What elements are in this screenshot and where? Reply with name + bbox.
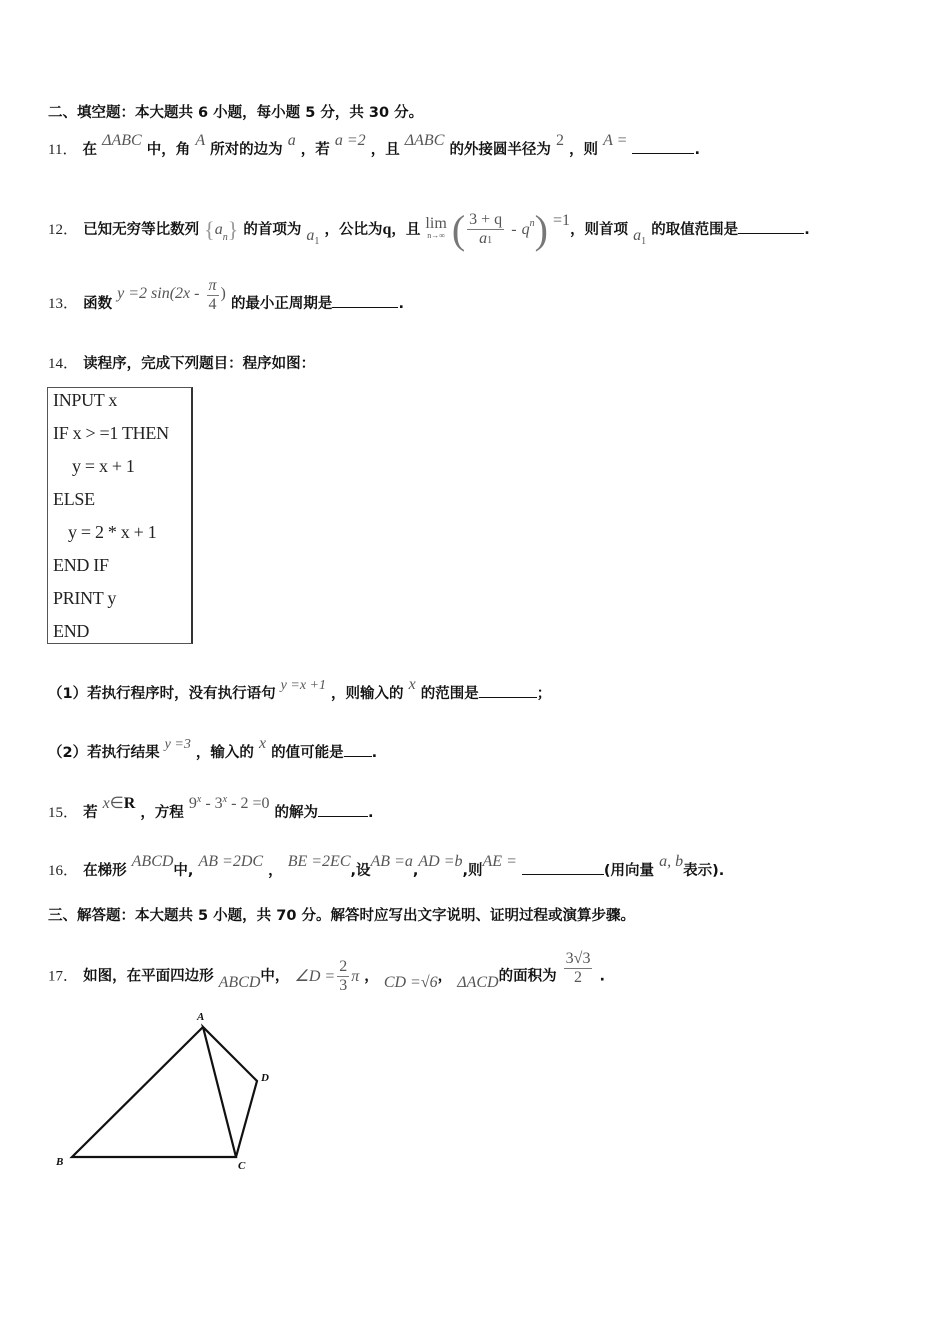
math-subscript: 1 (641, 236, 647, 247)
frac-denominator: a (479, 229, 488, 247)
text: 读程序，完成下列题目：程序如图： (83, 356, 316, 372)
text: ,设 (350, 863, 371, 879)
question-number: 17． (48, 968, 79, 985)
math-side-a: a (287, 132, 296, 149)
math-ab-2dc: AB =2DC (198, 853, 264, 870)
math-superscript: n (529, 218, 535, 229)
math-cd-length: CD =√6 (383, 973, 438, 991)
math-a-equals-2: a =2 (334, 132, 366, 149)
math-subscript: 1 (487, 234, 493, 246)
math-reals: R (123, 795, 136, 812)
text: 中， (260, 968, 290, 985)
math-vector-ab: AB =a (370, 853, 413, 870)
text: 的范围是 (420, 686, 479, 702)
question-number: 12． (48, 222, 79, 238)
program-line: END IF (53, 555, 109, 575)
frac-denominator: 3 (339, 977, 348, 994)
text: ， (268, 863, 283, 879)
text: 如图，在平面四边形 (83, 968, 214, 985)
paren-close: ) (534, 207, 548, 252)
math-x: x (102, 795, 110, 812)
text: ，且 (370, 142, 400, 158)
text: 的外接圆半径为 (449, 142, 551, 158)
program-line: END (53, 621, 90, 641)
text: . (599, 968, 606, 985)
math-x: x (408, 676, 416, 693)
text: ； (536, 686, 552, 702)
text: ， (437, 968, 453, 985)
text: 所对的边为 (210, 142, 283, 158)
frac-numerator: 3 + q (469, 210, 503, 228)
text: . (368, 805, 374, 821)
text: 中，角 (146, 142, 191, 158)
math-equals-1: =1 (553, 212, 571, 229)
text: ，输入的 (195, 745, 254, 761)
text: 表示). (683, 863, 725, 879)
math-subscript: n (222, 232, 228, 243)
program-line: PRINT y (53, 588, 117, 608)
math-triangle-acd: ΔACD (457, 973, 499, 991)
question-number: 11． (48, 142, 78, 158)
vertex-label-b: B (56, 1156, 64, 1168)
math-radius: 2 (556, 132, 564, 149)
math-statement: y =x +1 (280, 678, 326, 693)
text: ，公比为 (324, 222, 383, 238)
text: , (412, 863, 419, 879)
math-triangle-abc: ΔABC (404, 132, 445, 149)
text: ,则 (462, 863, 483, 879)
math-a-equals: A = (603, 132, 628, 149)
math-be-2ec: BE =2EC (287, 853, 351, 870)
math-pi: π (351, 967, 360, 985)
math-angle: ∠D = (294, 967, 336, 985)
math-q: q (382, 221, 392, 238)
text: ，则输入的 (331, 686, 404, 702)
math-term: - 2 =0 (227, 795, 270, 812)
math-q: q (521, 221, 530, 238)
math-y-equals-3: y =3 (164, 737, 191, 752)
text: ， (364, 968, 379, 985)
math-sequence-a: a (214, 221, 223, 238)
text: 的最小正周期是 (230, 296, 333, 312)
text: 的面积为 (498, 968, 557, 985)
program-line: y = 2 * x + 1 (68, 522, 157, 542)
text: 在 (82, 142, 98, 158)
text: . (398, 296, 404, 312)
frac-numerator: 3√3 (565, 950, 591, 967)
program-line: y = x + 1 (72, 456, 135, 476)
math-a1: a (306, 227, 315, 244)
text: 的解为 (274, 805, 319, 821)
text: ，方程 (140, 805, 184, 821)
text: 已知无穷等比数列 (83, 222, 200, 238)
math-vectors-a-b: a, b (659, 853, 684, 870)
brace-open: { (204, 217, 215, 242)
text: 若 (83, 805, 98, 821)
paren-open: ( (451, 207, 466, 252)
section-2-heading: 二、填空题：本大题共 6 小题，每小题 5 分，共 30 分。 (48, 105, 424, 121)
math-superscript: x (196, 794, 202, 805)
question-number: 14． (48, 356, 79, 372)
brace-close: } (227, 217, 239, 242)
math-triangle-abc: ΔABC (102, 132, 142, 149)
question-number: 15． (48, 805, 79, 821)
text: 的取值范围是 (651, 222, 739, 238)
math-paren: ) (220, 285, 226, 302)
text: ，则 (569, 142, 599, 158)
text: (用向量 (603, 863, 655, 879)
math-minus: - (511, 221, 517, 238)
math-element-of: ∈ (109, 795, 124, 812)
section-3-heading: 三、解答题：本大题共 5 小题，共 70 分。解答时应写出文字说明、证明过程或演算步骤。 (48, 908, 635, 924)
math-term: - 3 (201, 795, 223, 812)
text: （1）若执行程序时，没有执行语句 (48, 686, 276, 702)
frac-denominator: 4 (208, 296, 217, 313)
question-number: 16． (48, 863, 79, 879)
vertex-label-d: D (261, 1072, 269, 1084)
math-vector-ae: AE = (482, 853, 517, 870)
math-term: 9 (188, 795, 197, 812)
program-line: INPUT x (53, 390, 118, 410)
text: ，则首项 (570, 222, 629, 238)
text: 函数 (83, 296, 113, 312)
math-superscript: x (222, 794, 228, 805)
math-x: x (258, 735, 267, 752)
text: 在梯形 (83, 863, 127, 879)
vertex-label-c: C (238, 1160, 246, 1172)
lim-text: lim (425, 215, 447, 232)
text: . (371, 745, 378, 761)
math-quadrilateral: ABCD (218, 973, 261, 991)
frac-denominator: 2 (574, 969, 583, 986)
frac-numerator: π (208, 277, 217, 294)
frac-numerator: 2 (339, 958, 348, 975)
question-number: 13． (48, 296, 79, 312)
program-line: ELSE (53, 489, 95, 509)
math-expression: y =2 sin(2x - (117, 285, 200, 302)
math-subscript: 1 (314, 236, 320, 247)
text: （2）若执行结果 (48, 745, 160, 761)
math-a1: a (633, 227, 642, 244)
text: 的首项为 (243, 222, 302, 238)
program-line: IF x > =1 THEN (53, 423, 169, 443)
text: ，且 (391, 222, 421, 238)
text: 中, (173, 863, 194, 879)
math-angle-a: A (195, 132, 206, 149)
vertex-label-a: A (197, 1011, 205, 1023)
text: . (694, 142, 700, 158)
math-trapezoid: ABCD (131, 853, 174, 870)
math-vector-ad: AD =b (418, 853, 463, 870)
lim-subscript: n→∞ (427, 231, 445, 240)
text: . (804, 222, 810, 238)
text: 的值可能是 (271, 745, 344, 761)
text: ，若 (300, 142, 330, 158)
